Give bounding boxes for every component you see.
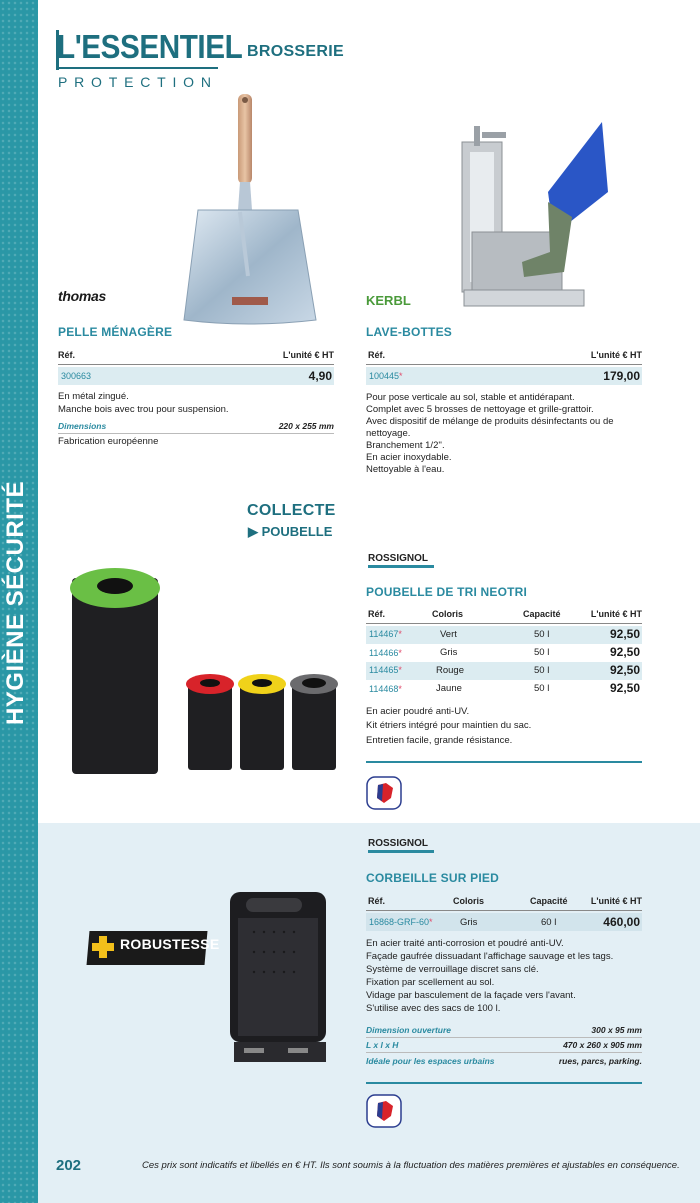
desc-line: Nettoyable à l'eau.: [366, 464, 445, 475]
street-bin-image: [224, 882, 334, 1072]
desc-line: Vidage par basculement de la façade vers l'avant.: [366, 990, 576, 1001]
capacity-value: 50 l: [534, 665, 550, 676]
col-price-label: L'unité € HT: [590, 896, 642, 906]
desc-line: Avec dispositif de mélange de produits désinfectants ou de: [366, 416, 614, 427]
capacity-value: 50 l: [534, 647, 550, 658]
logo-divider: [56, 67, 218, 69]
col-ref-label: Réf.: [368, 896, 386, 906]
brand-thomas-logo: thomas: [58, 288, 106, 304]
brand-kerbl-logo: KERBL: [366, 293, 411, 308]
spec-label: L x l x H: [366, 1040, 399, 1050]
dimensions-value: 220 x 255 mm: [278, 421, 334, 431]
desc-line: Branchement 1/2''.: [366, 440, 445, 451]
desc-line: Pour pose verticale au sol, stable et antidérapant.: [366, 392, 575, 403]
table-divider: [366, 910, 642, 911]
ref-value: 100445*: [369, 371, 403, 381]
desc-line: Kit étriers intégré pour maintien du sac.: [366, 720, 532, 731]
section-divider: [366, 761, 642, 763]
product-title-pelle: PELLE MÉNAGÈRE: [58, 325, 173, 339]
color-value: Gris: [440, 647, 458, 658]
collecte-title: COLLECTE: [247, 502, 336, 519]
spec-value: 300 x 95 mm: [591, 1025, 642, 1035]
desc-line: nettoyage.: [366, 428, 411, 439]
made-in-france-icon: [366, 776, 402, 810]
col-capacity-label: Capacité: [530, 896, 568, 906]
capacity-value: 50 l: [534, 629, 550, 640]
desc-line: S'utilise avec des sacs de 100 l.: [366, 1003, 501, 1014]
dustpan-image: [180, 92, 320, 328]
product-title-lave-bottes: LAVE-BOTTES: [366, 325, 452, 339]
col-ref-label: Réf.: [368, 350, 386, 360]
col-price-label: L'unité € HT: [282, 350, 334, 360]
price-value: 92,50: [609, 645, 640, 659]
spec-value: rues, parcs, parking.: [558, 1056, 642, 1066]
spec-divider: [366, 1037, 642, 1038]
desc-line: Fixation par scellement au sol.: [366, 977, 495, 988]
desc-line: Système de verrouillage discret sans clé.: [366, 964, 539, 975]
price-value: 92,50: [609, 681, 640, 695]
ref-value: 300663: [61, 371, 92, 381]
spec-label: Dimension ouverture: [366, 1025, 452, 1035]
boot-washer-image: [452, 112, 608, 312]
col-price-label: L'unité € HT: [590, 609, 642, 619]
ref-value: 114465*: [369, 665, 402, 675]
color-value: Gris: [460, 917, 478, 928]
brand-underline: [368, 565, 434, 568]
price-value: 179,00: [603, 369, 640, 383]
desc-line: Complet avec 5 brosses de nettoyage et grille-grattoir.: [366, 404, 594, 415]
price-value: 4,90: [308, 369, 332, 383]
table-divider: [366, 364, 642, 365]
desc-line: Façade gaufrée dissuadant l'affichage sauvage et les tags.: [366, 951, 614, 962]
collecte-subtitle: ▶ POUBELLE: [248, 524, 333, 539]
price-value: 460,00: [603, 915, 640, 929]
side-category-label: HYGIÈNE SÉCURITÉ: [2, 480, 29, 726]
ref-value: 16868-GRF-60*: [369, 917, 433, 927]
page-number: 202: [56, 1157, 82, 1174]
table-divider: [58, 433, 334, 434]
brand-rossignol-logo: ROSSIGNOL: [368, 553, 429, 564]
spec-value: 470 x 260 x 905 mm: [563, 1040, 642, 1050]
spec-label: Idéale pour les espaces urbains: [366, 1056, 495, 1066]
desc-line: En métal zingué.: [58, 391, 129, 402]
desc-line: Manche bois avec trou pour suspension.: [58, 404, 229, 415]
price-value: 92,50: [609, 663, 640, 677]
col-ref-label: Réf.: [58, 350, 76, 360]
brand-underline: [368, 850, 434, 853]
section-divider: [366, 1082, 642, 1084]
spec-divider: [366, 1052, 642, 1053]
desc-line: Entretien facile, grande résistance.: [366, 735, 513, 746]
col-color-label: Coloris: [432, 609, 464, 619]
footer-disclaimer: Ces prix sont indicatifs et libellés en € HT. Ils sont soumis à la fluctuation des matières premières et ajustables en conséquence.: [142, 1160, 680, 1171]
desc-line: En acier inoxydable.: [366, 452, 452, 463]
color-value: Vert: [440, 629, 457, 640]
robustness-badge-label: ROBUSTESSE: [120, 936, 220, 952]
desc-line: Fabrication européenne: [58, 436, 159, 447]
brand-rossignol-logo: ROSSIGNOL: [368, 838, 429, 849]
ref-value: 114467*: [369, 629, 402, 639]
color-value: Rouge: [436, 665, 464, 676]
logo-title: L'ESSENTIEL: [57, 28, 243, 65]
capacity-value: 60 l: [541, 917, 557, 928]
desc-line: En acier traité anti-corrosion et poudré anti-UV.: [366, 938, 564, 949]
bins-image: [64, 560, 354, 780]
color-value: Jaune: [436, 683, 462, 694]
logo-subtitle: PROTECTION: [58, 74, 218, 90]
table-divider: [58, 364, 334, 365]
ref-value: 114468*: [369, 684, 402, 694]
ref-value: 114466*: [369, 648, 402, 658]
made-in-france-icon: [366, 1094, 402, 1128]
col-color-label: Coloris: [453, 896, 485, 906]
product-title-poubelle: POUBELLE DE TRI NEOTRI: [366, 585, 528, 599]
col-ref-label: Réf.: [368, 609, 386, 619]
table-divider: [366, 623, 642, 624]
product-title-corbeille: CORBEILLE SUR PIED: [366, 871, 499, 885]
desc-line: En acier poudré anti-UV.: [366, 706, 470, 717]
col-price-label: L'unité € HT: [590, 350, 642, 360]
capacity-value: 50 l: [534, 683, 550, 694]
dimensions-label: Dimensions: [58, 421, 107, 431]
section-title: BROSSERIE: [247, 43, 344, 60]
price-value: 92,50: [609, 627, 640, 641]
col-capacity-label: Capacité: [523, 609, 561, 619]
plus-icon: [90, 934, 116, 960]
